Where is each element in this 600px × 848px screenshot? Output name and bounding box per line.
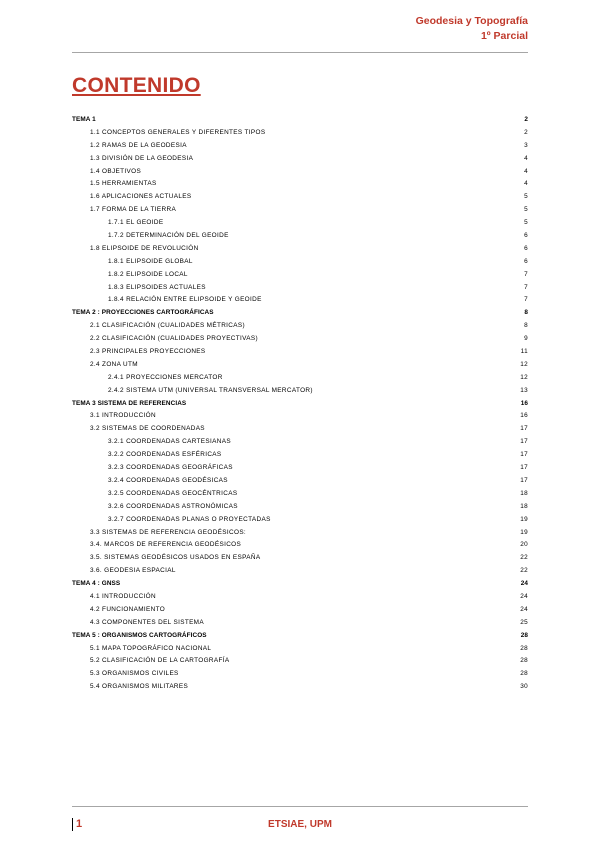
toc-entry[interactable] (72, 501, 528, 514)
toc-entry-label: TEMA 3 SISTEMA DE REFERENCIAS (72, 399, 187, 407)
toc-entry[interactable] (72, 230, 528, 243)
toc-entry-label: 3.2.2 COORDENADAS ESFÉRICAS (108, 451, 222, 459)
toc-entry[interactable] (72, 307, 528, 320)
toc-entry-page: 22 (520, 554, 528, 562)
toc-entry-label: 4.1 INTRODUCCIÓN (90, 592, 156, 600)
toc-entry-page: 28 (520, 657, 528, 665)
toc-entry[interactable] (72, 475, 528, 488)
toc-entry-label: 5.4 ORGANISMOS MILITARES (90, 683, 189, 691)
toc-entry[interactable] (72, 398, 528, 411)
toc-entry-page: 16 (520, 399, 528, 407)
toc-entry-label: 1.4 OBJETIVOS (90, 167, 142, 175)
toc-entry-page: 5 (524, 193, 528, 201)
toc-entry-page: 24 (520, 580, 528, 588)
toc-entry-page: 16 (520, 412, 528, 420)
toc-entry-label: 1.6 APLICACIONES ACTUALES (90, 193, 192, 201)
toc-entry-label: 3.4. MARCOS DE REFERENCIA GEODÉSICOS (90, 541, 242, 549)
toc-entry-label: 1.7.2 DETERMINACIÓN DEL GEOIDE (108, 232, 229, 240)
toc-entry-label: 1.5 HERRAMIENTAS (90, 180, 157, 188)
toc-entry-page: 2 (524, 128, 528, 136)
footer-page-number: 1 (72, 818, 82, 831)
toc-entry[interactable] (72, 372, 528, 385)
toc-entry-page: 22 (520, 567, 528, 575)
toc-entry[interactable] (72, 552, 528, 565)
toc-entry-label: 2.1 CLASIFICACIÓN (CUALIDADES MÉTRICAS) (90, 322, 245, 330)
toc-entry-page: 20 (520, 541, 528, 549)
toc-entry[interactable] (72, 282, 528, 295)
toc-entry-page: 17 (520, 425, 528, 433)
toc-entry-label: 3.2.1 COORDENADAS CARTESIANAS (108, 438, 231, 446)
header-exam: 1º Parcial (480, 30, 528, 42)
toc-entry-label: 4.3 COMPONENTES DEL SISTEMA (90, 618, 204, 626)
toc-entry-page: 18 (520, 502, 528, 510)
toc-entry-page: 6 (524, 232, 528, 240)
toc-entry[interactable] (72, 127, 528, 140)
toc-entry-label: TEMA 2 : PROYECCIONES CARTOGRÁFICAS (72, 309, 214, 317)
toc-entry-page: 17 (520, 438, 528, 446)
toc-entry-page: 30 (520, 683, 528, 691)
toc-entry-page: 6 (524, 257, 528, 265)
toc-entry[interactable] (72, 630, 528, 643)
toc-entry-page: 4 (524, 154, 528, 162)
toc-entry-label: 1.3 DIVISIÓN DE LA GEODESIA (90, 154, 194, 162)
toc-entry-page: 2 (524, 116, 528, 123)
toc-entry[interactable] (72, 488, 528, 501)
toc-entry[interactable] (72, 256, 528, 269)
toc-entry[interactable] (72, 320, 528, 333)
toc-entry-page: 13 (520, 386, 528, 394)
footer-institution: ETSIAE, UPM (268, 819, 332, 830)
footer-divider (72, 806, 528, 807)
toc-entry-page: 25 (520, 618, 528, 626)
toc-entry-label: 1.7.1 EL GEOIDE (108, 219, 164, 227)
toc-entry-label: 3.2.3 COORDENADAS GEOGRÁFICAS (108, 464, 233, 472)
toc-entry[interactable] (72, 436, 528, 449)
toc-entry[interactable] (72, 153, 528, 166)
toc-entry-label: 3.1 INTRODUCCIÓN (90, 412, 156, 420)
toc-entry-label: 1.2 RAMAS DE LA GEODESIA (90, 141, 187, 149)
table-of-contents (72, 114, 528, 694)
toc-entry[interactable] (72, 514, 528, 527)
toc-entry[interactable] (72, 591, 528, 604)
toc-entry-page: 7 (524, 296, 528, 304)
toc-entry[interactable] (72, 410, 528, 423)
toc-entry-page: 19 (520, 528, 528, 536)
toc-entry[interactable] (72, 655, 528, 668)
toc-entry-page: 8 (524, 309, 528, 317)
toc-entry-label: 3.2.6 COORDENADAS ASTRONÓMICAS (108, 502, 238, 510)
toc-entry-page: 24 (520, 592, 528, 600)
header-subject: Geodesia y Topografía (415, 15, 528, 27)
toc-entry-page: 3 (524, 141, 528, 149)
toc-entry-label: 5.3 ORGANISMOS CIVILES (90, 670, 179, 678)
toc-entry[interactable] (72, 346, 528, 359)
toc-entry-label: 3.2.4 COORDENADAS GEODÉSICAS (108, 476, 228, 484)
toc-entry-label: 3.6. GEODESIA ESPACIAL (90, 567, 176, 575)
toc-entry[interactable] (72, 617, 528, 630)
toc-entry-label: 1.7 FORMA DE LA TIERRA (90, 206, 177, 214)
page-title: CONTENIDO (72, 74, 201, 97)
toc-entry-page: 19 (520, 515, 528, 523)
toc-entry[interactable] (72, 191, 528, 204)
toc-entry-label: 1.8.2 ELIPSOIDE LOCAL (108, 270, 188, 278)
toc-entry-page: 28 (520, 670, 528, 678)
toc-entry[interactable] (72, 539, 528, 552)
toc-entry-label: 3.2 SISTEMAS DE COORDENADAS (90, 425, 205, 433)
toc-entry-page: 17 (520, 464, 528, 472)
toc-entry-label: 2.2 CLASIFICACIÓN (CUALIDADES PROYECTIVAS) (90, 335, 258, 343)
toc-entry-page: 9 (524, 335, 528, 343)
toc-entry[interactable] (72, 359, 528, 372)
toc-entry[interactable] (72, 166, 528, 179)
toc-entry-page: 17 (520, 476, 528, 484)
toc-entry-page: 5 (524, 206, 528, 214)
toc-entry[interactable] (72, 462, 528, 475)
toc-entry[interactable] (72, 114, 528, 127)
toc-entry-page: 28 (520, 631, 528, 639)
toc-entry[interactable] (72, 681, 528, 694)
toc-entry[interactable] (72, 565, 528, 578)
toc-entry-label: 1.8.1 ELIPSOIDE GLOBAL (108, 257, 193, 265)
toc-entry[interactable] (72, 217, 528, 230)
toc-entry-page: 7 (524, 270, 528, 278)
toc-entry[interactable] (72, 178, 528, 191)
toc-entry[interactable] (72, 140, 528, 153)
header-divider (72, 52, 528, 53)
toc-entry-label: 5.2 CLASIFICACIÓN DE LA CARTOGRAFÍA (90, 657, 230, 665)
toc-entry[interactable] (72, 204, 528, 217)
toc-entry-label: 2.4.1 PROYECCIONES MERCATOR (108, 373, 223, 381)
toc-entry-label: 1.8.3 ELIPSOIDES ACTUALES (108, 283, 206, 291)
toc-entry-page: 12 (520, 373, 528, 381)
toc-entry[interactable] (72, 243, 528, 256)
toc-entry[interactable] (72, 294, 528, 307)
toc-entry[interactable] (72, 578, 528, 591)
toc-entry-page: 7 (524, 283, 528, 291)
toc-entry-page: 24 (520, 605, 528, 613)
toc-entry-page: 6 (524, 244, 528, 252)
page-header (416, 14, 528, 44)
toc-entry-label: TEMA 4 : GNSS (72, 580, 121, 588)
toc-entry-page: 11 (520, 348, 528, 356)
toc-entry-label: 2.4.2 SISTEMA UTM (UNIVERSAL TRANSVERSAL MERCATOR) (108, 386, 313, 394)
toc-entry[interactable] (72, 604, 528, 617)
toc-entry-page: 28 (520, 644, 528, 652)
toc-entry[interactable] (72, 668, 528, 681)
toc-entry-page: 18 (520, 489, 528, 497)
toc-entry-label: 1.8 ELIPSOIDE DE REVOLUCIÓN (90, 244, 199, 252)
toc-entry-page: 12 (520, 360, 528, 368)
toc-entry-label: 3.2.7 COORDENADAS PLANAS O PROYECTADAS (108, 515, 271, 523)
toc-entry-page: 4 (524, 180, 528, 188)
toc-entry-page: 4 (524, 167, 528, 175)
toc-entry-label: TEMA 5 : ORGANISMOS CARTOGRÁFICOS (72, 631, 207, 639)
toc-entry[interactable] (72, 527, 528, 540)
toc-entry[interactable] (72, 385, 528, 398)
toc-entry[interactable] (72, 643, 528, 656)
toc-entry-label: 1.1 CONCEPTOS GENERALES Y DIFERENTES TIPOS (90, 128, 266, 136)
toc-entry-label: TEMA 1 (72, 116, 96, 123)
toc-entry-label: 2.3 PRINCIPALES PROYECCIONES (90, 348, 206, 356)
toc-entry-label: 5.1 MAPA TOPOGRÁFICO NACIONAL (90, 644, 212, 652)
toc-entry-label: 3.3 SISTEMAS DE REFERENCIA GEODÉSICOS: (90, 528, 247, 536)
toc-entry[interactable] (72, 423, 528, 436)
toc-entry-page: 17 (520, 451, 528, 459)
toc-entry-label: 2.4 ZONA UTM (90, 360, 138, 368)
toc-entry-label: 4.2 FUNCIONAMIENTO (90, 605, 166, 613)
toc-entry-label: 1.8.4 RELACIÓN ENTRE ELIPSOIDE Y GEOIDE (108, 296, 262, 304)
toc-entry[interactable] (72, 269, 528, 282)
toc-entry-page: 5 (524, 219, 528, 227)
toc-entry-label: 3.5. SISTEMAS GEODÉSICOS USADOS EN ESPAÑA (90, 554, 261, 562)
toc-entry-label: 3.2.5 COORDENADAS GEOCÉNTRICAS (108, 489, 238, 497)
toc-entry[interactable] (72, 449, 528, 462)
toc-entry[interactable] (72, 333, 528, 346)
toc-entry-page: 8 (524, 322, 528, 330)
